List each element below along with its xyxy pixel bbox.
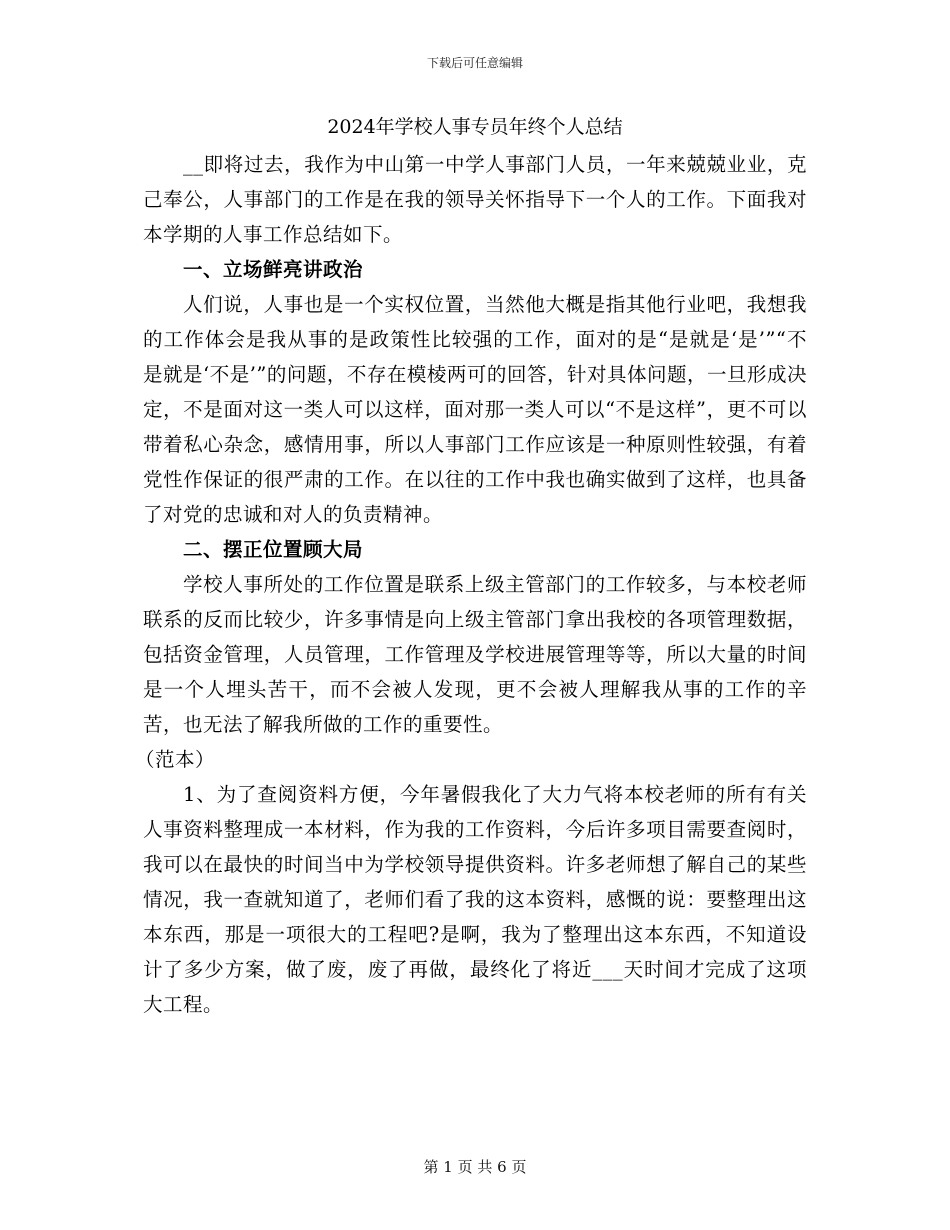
document-title: 2024年学校人事专员年终个人总结 xyxy=(327,116,623,138)
header-note: 下载后可任意编辑 xyxy=(426,56,523,70)
template-label: （范本） xyxy=(135,748,216,771)
section-heading-2: 二、摆正位置顾大局 xyxy=(183,538,364,561)
section-2-paragraph: 学校人事所处的工作位置是联系上级主管部门的工作较多，与本校老师联系的反而比较少，许多事情是向上级主管部门拿出我校的各项管理数据，包括资金管理，人员管理，工作管理及学校进展管理等等，所以大量的时间是一个人埋头苦干，而不会被人发现，更不会被人理解我从事的工作的辛苦，也无法了解我所做的工作的重要性。 xyxy=(143,573,807,736)
document-body xyxy=(135,147,807,1022)
intro-paragraph: __即将过去，我作为中山第一中学人事部门人员，一年来兢兢业业，克己奉公，人事部门的工作是在我的领导关怀指导下一个人的工作。下面我对本学期的人事工作总结如下。 xyxy=(143,153,807,246)
section-heading-1: 一、立场鲜亮讲政治 xyxy=(183,258,364,281)
item-1-paragraph: 1、为了查阅资料方便，今年暑假我化了大力气将本校老师的所有有关人事资料整理成一本材料，作为我的工作资料，今后许多项目需要查阅时，我可以在最快的时间当中为学校领导提供资料。许多老师想了解自己的某些情况，我一查就知道了，老师们看了我的这本资料，感慨的说：要整理出这本东西，那是一项很大的工程吧?是啊，我为了整理出这本东西，不知道设计了多少方案，做了废，废了再做，最终化了将近___天时间才完成了这项大工程。 xyxy=(143,783,807,1016)
section-1-paragraph: 人们说，人事也是一个实权位置，当然他大概是指其他行业吧，我想我的工作体会是我从事的是政策性比较强的工作，面对的是“是就是‘是’”“不是就是‘不是’”的问题，不存在模棱两可的回答，针对具体问题，一旦形成决定，不是面对这一类人可以这样，面对那一类人可以“不是这样”，更不可以带着私心杂念，感情用事，所以人事部门工作应该是一种原则性较强，有着党性作保证的很严肃的工作。在以往的工作中我也确实做到了这样，也具备了对党的忠诚和对人的负责精神。 xyxy=(143,293,807,526)
page-footer: 第 1 页 共 6 页 xyxy=(423,1158,527,1176)
